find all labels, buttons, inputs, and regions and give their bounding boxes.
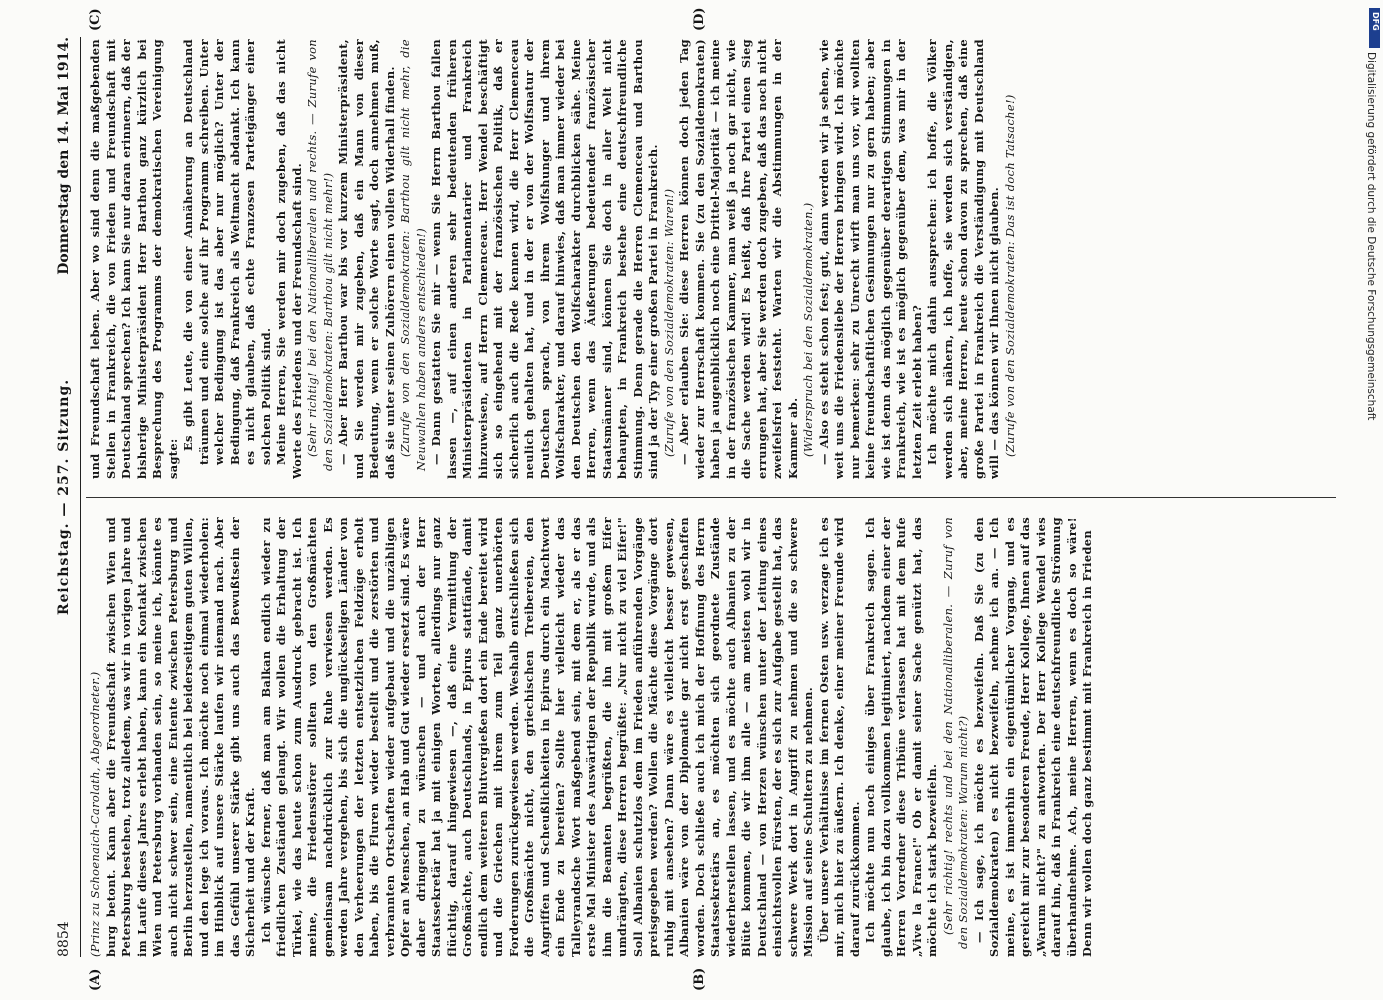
paragraph: — Ich sage, ich möchte es bezweifeln. Daß Sie (zu den Sozialdemokraten) es nicht bezweifeln, nehme ich an. — Ich meine, es ist immerhin ein eigentümlicher Vorgang, und es gereicht mir zur besonderen Freude, Herr Kollege, Ihnen auf das „Warum nicht?" zu antworten. Der Herr Kollege Wendel wies darauf hin, daß in Frankreich eine deutschfreundliche Strömung überhandnehme. Ach, meine Herren, wenn es doch so wäre! Denn wir wollen doch ganz bestimmt mit Frankreich in Frieden (971, 517, 1094, 957)
quotation: Es gibt Leute, die von einer Annäherung an Deutschland träumen und eine solche auf ihr Programm schreiben. Unter welcher Bedingung ist das aber nur möglich? Unter der Bedingung, daß Frankreich als Weltmacht abdankt. Ich kann es nicht glauben, daß echte Franzosen Parteigänger einer solchen Politik sind. (181, 39, 273, 465)
paragraph: Meine Herren, Sie werden mir doch zugeben, daß das nicht Worte des Friedens und der Freundschaft sind. (274, 39, 304, 479)
interjection: (Zurufe von den Sozialdemokraten: Barthou gilt nicht mehr, die Neuwahlen haben anders entschieden!) (398, 39, 428, 471)
page-header (52, 37, 76, 957)
paragraph: burg betont. Kann aber die Freundschaft zwischen Wien und Petersburg bestehen, trotz alledem, was wir in vorigen Jahre und im Laufe dieses Jahres erlebt haben, kann ein Kontakt zwischen Wien und Petersburg vorhanden sein, so meine ich, könnte es auch nicht schwer sein, eine Entente zwischen Petersburg und Berlin herzustellen, namentlich bei beiderseitigem guten Willen, und den lege ich voraus. Ich möchte noch einmal wiederholen: im Hinblick auf unsere Stärke laufen wir niemand nach. Aber das Gefühl unserer Stärke gibt uns auch das Bewußtsein der Sicherheit und der Kraft. (103, 517, 257, 957)
paragraph: Ich wünsche ferner, daß man am Balkan endlich wieder zu friedlichen Zuständen gelangt. Wir wollen die Erhaltung der Türkei, wie das heute schon zum Ausdruck gebracht ist. Ich meine, die Friedensstörer sollten von den Großmächten gemeinsam nachdrücklich zur Ruhe verwiesen werden. Es werden Jahre vergehen, bis sich die unglückseligen Länder von den Verheerungen der letzten entsetzlichen Feldzüge erholt haben, bis die Fluren wieder bestellt und die zerstörten und verbrannten Ortschaften wieder aufgebaut und die unzähligen Opfer an Menschen, an Hab und Gut wieder ersetzt sind. Es wäre daher dringend zu wünschen — und auch der Herr Staatssekretär hat ja mit einigen Worten, allerdings nur ganz flüchtig, darauf hingewiesen —, daß eine Vermittlung der Großmächte, auch Deutschlands, in Epirus stattfände, damit endlich dem weiteren Blutvergießen dort ein Ende bereitet wird und die Griechen mit ihrem zum Teil ganz unerhörten Forderungen zurückgewiesen werden. Weshalb entschließen sich die Großmächte nicht, den griechischen Treibereien, den Angriffen und Scheußlichkeiten in Epirus durch ein Machtwort ein Ende zu bereiten? Sollte hier vielleicht wieder das Talleyrandsche Wort maßgebend sein, mit dem er, als er das erste Mal Minister des Auswärtigen der Republik wurde, und als ihm die Beamten begrüßten, die ihn mit großem Eifer umdrängten, diese Herren begrüßte: „Nur nicht zu viel Eifer!" Soll Albanien schutzlos dem im Frieden anführenden Vorgänge preisgegeben werden? Wollen die Mächte diese Vorgänge dort ruhig mit ansehen? Dann wäre es vielleicht besser gewesen, Albanien wäre von der Diplomatie gar nicht erst geschaffen worden. Doch schließe auch ich mich der Hoffnung des Herrn Staatssekretärs an, es möchten sich geordnete Zustände wiederherstellen lassen, und es möchte auch Albanien zu der Blüte kommen, die wir ihm alle — am meisten wohl wir in Deutschland — von Herzen wünschen unter der Leitung eines einsichtsvollen Fürsten, der es sich zur Aufgabe gestellt hat, das schwere Werk dort in Angriff zu nehmen und die so schwere Mission auf seine Schultern zu nehmen. (258, 517, 815, 957)
speaker-line: (Prinz zu Schoenaich-Carolath, Abgeordneter.) (88, 671, 102, 957)
paragraph: Ich möchte nun noch einiges über Frankreich sagen. Ich glaube, ich bin dazu vollkommen legitimiert, nachdem einer der Herren Vorredner diese Tribüne verlassen hat mit dem Rufe „Vive la France!" Ob er damit seiner Sache genützt hat, das möchte ich stark bezweifeln. (863, 517, 939, 957)
right-text-column (88, 39, 1328, 479)
paragraph: und Freundschaft leben. Aber wo sind denn die maßgebenden Stellen in Frankreich, die von Frieden und Freundschaft mit Deutschland sprechen? Ich kann Sie nur daran erinnern, daß der bisherige Ministerpräsident Herr Barthou ganz kürzlich bei Besprechung des Programms der demokratischen Vereinigung sagte: (88, 39, 180, 479)
session-date: Donnerstag den 14. Mai 1914. (56, 37, 72, 275)
paragraph: Über unsere Verhältnisse im fernen Osten usw. verzage ich es mir, mich hier zu äußern. Ich denke, einer meiner Freunde wird darauf zurückkommen. (816, 517, 862, 957)
paragraph: Ich möchte mich dahin aussprechen: ich hoffe, die Völker werden sich nähern, ich hoffe, sie werden sich verständigen, aber, meine Herren, heute schon davon zu sprechen, daß eine große Partei in Frankreich die Verständigung mit Deutschland will — das können wir Ihnen nicht glauben. (925, 39, 1001, 479)
interjection: (Widerspruch bei den Sozialdemokraten.) (801, 202, 815, 457)
interjection: (Sehr richtig! rechts und bei den Nationalliberalen. — Zuruf von den Sozialdemokraten: Warum nicht?) (940, 517, 970, 949)
paragraph: — Dann gestatten Sie mir — wenn Sie Herrn Barthou fallen lassen —, auf einen anderen sehr bedeutenden früheren Ministerpräsidenten in Parlamentarier und Frankreich hinzuweisen, auf Herrn Clemenceau. Herr Wendel beschäftigt sich so eingehend mit der französischen Politik, daß er sicherlich auch die Rede kennen wird, die Herr Clemenceau neulich gehalten hat, und in der er von der Wolfsnatur der Deutschen sprach, von ihrem Wolfshunger und ihrem Wolfscharakter, und darauf hinwies, daß man immer wieder bei den Deutschen den Wolfscharakter durchblicken sähe. Meine Herren, wenn das Äußerungen bedeutender französischer Staatsmänner sind, können Sie doch in aller Welt nicht behaupten, in Frankreich bestehe eine deutschfreundliche Stimmung. Denn gerade die Herren Clemenceau und Barthou sind ja der Typ einer großen Partei in Frankreich. (429, 39, 660, 479)
column-divider (86, 497, 1336, 498)
interjection: (Zurufe von den Sozialdemokraten: Waren!) (661, 188, 676, 457)
header-rule (80, 37, 81, 957)
margin-marker-d: (D) (692, 7, 707, 31)
interjection: (Zurufe von den Sozialdemokraten: Das ist doch Tatsache!) (1002, 94, 1017, 457)
digitization-credit (1364, 52, 1378, 742)
dfg-logo: DFG (1369, 8, 1380, 48)
interjection: (Sehr richtig! bei den Nationalliberalen und rechts. — Zurufe von den Sozialdemokraten: Barthou gilt nicht mehr!) (305, 39, 335, 471)
paragraph: — Aber Herr Barthou war bis vor kurzem Ministerpräsident, und Sie werden mir zugeben, daß ein Mann von dieser Bedeutung, wenn er solche Worte sagt, doch annehmen muß, daß sie unter seinen Zuhörern einen vollen Widerhall finden. (336, 39, 397, 479)
margin-marker-a: (A) (88, 968, 103, 991)
left-text-column (88, 517, 1328, 957)
paragraph: — Also es steht schon fest; gut, dann werden wir ja sehen, wie weit uns die Friedensliebe der Herren bringen wird. Ich möchte nur bemerken: sehr zu Unrecht wirft man uns vor, wir wollten keine freundschaftlichen Gesinnungen nur zu gern haben; aber wie ist denn das möglich gegenüber derartigen Stimmungen in Frankreich, wie ist es möglich gegenüber dem, was mir in der letzten Zeit erlebt haben? (816, 39, 924, 479)
digitization-credit-text: Digitalisierung gefördert durch die Deutsche Forschungsgemeinschaft (1365, 52, 1377, 421)
margin-marker-b: (B) (692, 967, 707, 991)
session-title: Reichstag. — 257. Sitzung. (56, 378, 72, 616)
page-number: 8854 (56, 921, 72, 957)
paragraph: — Aber erlauben Sie: diese Herren können doch jeden Tag wieder zur Herrschaft kommen. Sie (zu den Sozialdemokraten) haben ja augenblicklich noch eine Drittel-Majorität — ich meine in der französischen Kammer, man weiß ja noch gar nicht, wie die Sache werden wird! Es heißt, daß Ihre Partei einen Sieg errungen hat, aber Sie werden doch zugeben, daß das noch nicht zweifelsfrei feststeht. Warten wir die Abstimmungen in der Kammer ab. (677, 39, 800, 479)
rotated-page-content (52, 7, 1352, 991)
margin-marker-c: (C) (88, 8, 103, 31)
